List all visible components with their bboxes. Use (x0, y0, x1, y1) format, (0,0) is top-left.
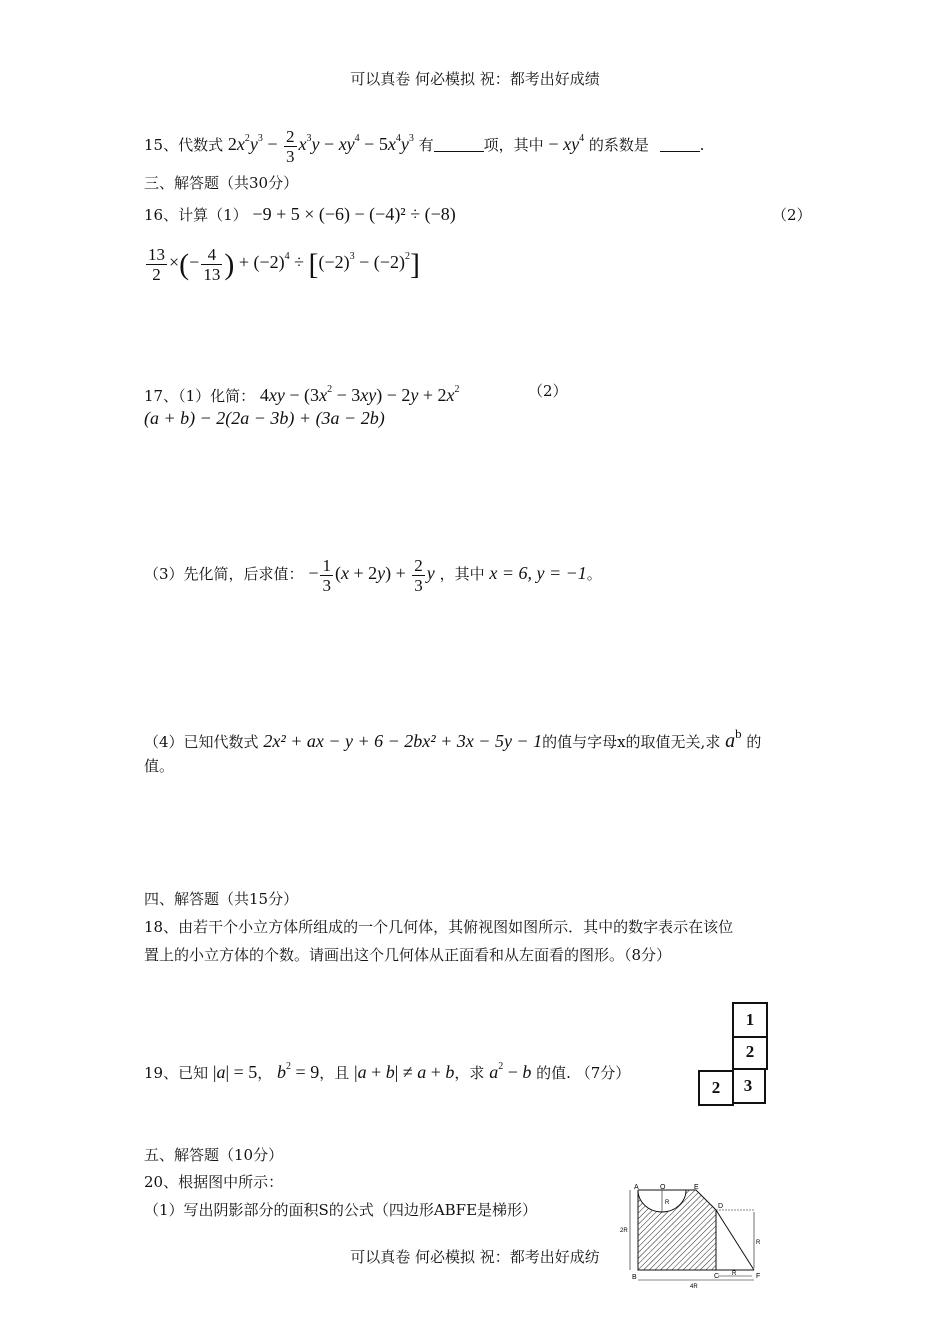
q17-p4-end: 的 (746, 733, 762, 751)
q17-p4-text: 的值与字母x的取值无关,求 (542, 733, 721, 751)
label-r1: R (665, 1200, 670, 1206)
q17-p4-end2: 值。 (144, 757, 175, 775)
q18-line1: 18、由若干个小立方体所组成的一个几何体，其俯视图如图所示．其中的数字表示在该位 (144, 918, 734, 936)
q15-end: . (699, 136, 705, 154)
q19-points: （7分） (575, 1064, 631, 1082)
top-view-grid (698, 1002, 770, 1106)
q16-frac-13-2: $\frac{13}{2}$ (148, 244, 165, 284)
q15-mid: 有 (418, 136, 434, 154)
q16-label: 16、计算（1） (144, 206, 248, 224)
section-4-heading: 四、解答题（共15分） (144, 890, 299, 908)
grid-cell: 1 (732, 1002, 768, 1038)
label-4r: 4R (690, 1284, 698, 1290)
q16-part2-label: （2） (772, 206, 812, 224)
q17-p4-power: $a^b$ (725, 726, 742, 752)
label-b: B (632, 1274, 637, 1281)
q15-fraction: $\frac{2}{3}$ (286, 126, 295, 166)
q17-part2-label: （2） (528, 382, 568, 400)
label-d: D (718, 1203, 724, 1210)
q17-p3-where: ，其中 (439, 565, 485, 583)
q15-coef-text: 的系数是 (588, 136, 649, 154)
q17-p3-frac2: $\frac{2}{3}$ (414, 555, 423, 595)
q17-p3-end: 。 (586, 565, 602, 583)
q17-expr1: $4xy - (3x^2 - 3xy) - 2y + 2x^2$ (259, 384, 460, 405)
q15-blank-2[interactable] (660, 137, 700, 152)
q19-tail: 的值. (536, 1064, 571, 1082)
trapezoid-figure (618, 1182, 768, 1290)
grid-cell: 3 (732, 1070, 766, 1104)
q16-expr1: −9 + 5 × (−6) − (−4)² ÷ (−8) (252, 204, 456, 224)
label-f: F (756, 1273, 761, 1280)
q17-p4-expr: 2x² + ax − y + 6 − 2bx² + 3x − 5y − 1 (263, 731, 543, 751)
label-r2: R (756, 1240, 761, 1246)
q19-label: 19、已知 (144, 1064, 209, 1082)
question-17-part4 (144, 720, 761, 756)
q20-line1: 20、根据图中所示： (144, 1173, 284, 1191)
label-c: C (714, 1273, 720, 1280)
q16-frac-4-13: $\frac{4}{13}$ (203, 244, 221, 284)
label-o: O (660, 1184, 666, 1191)
label-r3: R (732, 1271, 737, 1277)
label-2r: 2R (620, 1228, 628, 1234)
q17-p3-values: x = 6, y = −1 (489, 563, 587, 583)
label-e: E (694, 1184, 699, 1191)
q17-p3-label: （3）先化简，后求值： (144, 565, 304, 583)
footer-watermark: 可以真卷 何必模拟 祝：都考出好成纺 (350, 1248, 600, 1266)
question-17-part3: （3）先化简，后求值： − $\frac{1}{3}$ (x + 2y) + $\frac{2}{3}$ y ，其中 x = 6, y = −1。 (144, 555, 602, 595)
header-watermark: 可以真卷 何必模拟 祝：都考出好成绩 (350, 70, 600, 88)
question-17-line1 (144, 376, 460, 410)
question-19: 19、已知 |a| = 5， $b^2 = 9$，且 |a + b| ≠ a + b，求 $a^2 - b$ 的值. （7分） (144, 1061, 631, 1082)
section-5-heading: 五、解答题（10分） (144, 1146, 284, 1164)
q17-expr2: (a + b) − 2(2a − 3b) + (3a − 2b) (144, 408, 385, 428)
label-a: A (634, 1184, 639, 1191)
question-16-line2: $\frac{13}{2}$ ×(− $\frac{4}{13}$ ) + $(-2)^4 \div [(-2)^3 - (-2)^2]$ (148, 244, 420, 284)
q15-term: − $xy^4$ (548, 133, 585, 154)
q17-label: 17、（1）化简： (144, 387, 256, 405)
grid-cell: 2 (698, 1070, 734, 1106)
question-16-line1 (144, 200, 456, 229)
q15-after-blank: 项，其中 (483, 136, 544, 154)
slant-edge (716, 1210, 754, 1270)
q15-blank-1[interactable] (434, 137, 484, 152)
q17-p4-label: （4）已知代数式 (144, 733, 259, 751)
section-3-heading: 三、解答题（共30分） (144, 174, 299, 192)
q15-expr: $2x^2y^3$ − (227, 133, 283, 154)
shaded-region (638, 1190, 716, 1270)
q18-line2: 置上的小立方体的个数。请画出这个几何体从正面看和从左面看的图形。（8分） (144, 946, 672, 964)
q15-label: 15、代数式 (144, 136, 224, 154)
q17-p3-frac1: $\frac{1}{3}$ (322, 555, 331, 595)
question-15: 15、代数式 $2x^2y^3$ − $\frac{2}{3}$ $x^3y - xy^4 - 5x^4y^3$ 有 项，其中 − $xy^4$ 的系数是 . (144, 126, 705, 166)
q20-line2: （1）写出阴影部分的面积S的公式（四边形ABFE是梯形） (144, 1201, 538, 1219)
grid-cell: 2 (732, 1036, 768, 1070)
